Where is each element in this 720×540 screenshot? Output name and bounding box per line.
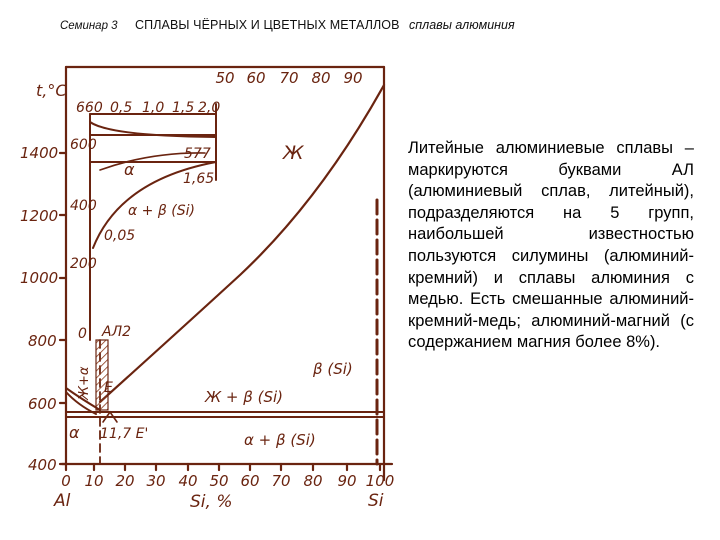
x-tick-label: 0 bbox=[61, 472, 71, 490]
inset-point-577: 577 bbox=[184, 146, 211, 162]
x-tick-label: 30 bbox=[146, 472, 166, 490]
x-tick-label: 80 bbox=[303, 472, 323, 490]
phase-liquid-alpha: Ж+α bbox=[77, 366, 92, 400]
x-tick-label: 20 bbox=[115, 472, 135, 490]
x-left-element: Al bbox=[54, 491, 71, 511]
inset-alpha-beta: α + β (Si) bbox=[128, 203, 195, 219]
inset-point-165: 1,65 bbox=[183, 171, 215, 187]
top-tick-label: 60 bbox=[246, 69, 266, 87]
y-tick-label: 400 bbox=[28, 456, 57, 474]
x-tick-label: 10 bbox=[84, 472, 104, 490]
phase-liquid-beta: Ж + β (Si) bbox=[205, 388, 283, 406]
inset-temp-label: 400 bbox=[70, 198, 97, 214]
inset-x-tick: 0,5 bbox=[110, 100, 133, 116]
y-tick-label: 1200 bbox=[20, 207, 59, 225]
inset-temp-label: 0 bbox=[78, 326, 87, 342]
phase-beta: β (Si) bbox=[313, 360, 353, 378]
x-tick-label: 100 bbox=[365, 472, 395, 490]
description-text: Литейные алюминиевые сплавы – маркируются буквами АЛ (алюминиевый сплав, литейный), подразделяются на 5 групп, наибольшей известностью пользуются силумины (алюминий-кремний) и сплавы алюминия с медью. Есть смешанные алюминий-кремний-медь; алюминий-магний (с содержанием магния более 8%). bbox=[408, 139, 694, 352]
x-axis-label: Si, % bbox=[190, 492, 233, 512]
slide-header bbox=[60, 18, 700, 32]
y-tick-label: 1000 bbox=[20, 269, 59, 287]
inset-temp-label: 200 bbox=[70, 256, 97, 272]
x-tick-label: 50 bbox=[209, 472, 229, 490]
top-tick-label: 70 bbox=[279, 69, 299, 87]
slide-title: СПЛАВЫ ЧЁРНЫХ И ЦВЕТНЫХ МЕТАЛЛОВ bbox=[135, 18, 400, 32]
eutectic-label: 11,7 E' bbox=[100, 426, 149, 442]
inset-temp-label: 660 bbox=[76, 100, 103, 116]
top-tick-label: 80 bbox=[311, 69, 331, 87]
x-tick-label: 90 bbox=[337, 472, 357, 490]
slide-subtitle: сплавы алюминия bbox=[409, 18, 515, 32]
phase-alpha-beta: α + β (Si) bbox=[244, 431, 316, 449]
y-tick-label: 800 bbox=[28, 332, 57, 350]
x-right-element: Si bbox=[368, 491, 384, 511]
liquidus-curve bbox=[100, 85, 384, 402]
top-tick-label: 50 bbox=[215, 69, 235, 87]
inset-point-005: 0,05 bbox=[104, 228, 136, 244]
phase-liquid: Ж bbox=[283, 142, 304, 164]
x-tick-label: 70 bbox=[271, 472, 291, 490]
x-tick-label: 40 bbox=[178, 472, 198, 490]
inset-x-tick: 2,0 bbox=[198, 100, 221, 116]
y-tick-label: 600 bbox=[28, 395, 57, 413]
al2-hatch bbox=[96, 340, 108, 410]
inset-x-tick: 1,0 bbox=[142, 100, 165, 116]
phase-alpha: α bbox=[69, 423, 80, 442]
top-tick-label: 90 bbox=[343, 69, 363, 87]
inset-temp-label: 600 bbox=[70, 137, 97, 153]
x-tick-label: 60 bbox=[240, 472, 260, 490]
y-axis-label: t,°C bbox=[36, 81, 67, 100]
y-tick-label: 1400 bbox=[20, 144, 59, 162]
seminar-label: Семинар 3 bbox=[60, 20, 118, 32]
al2-label: АЛ2 bbox=[102, 324, 132, 340]
inset-x-tick: 1,5 bbox=[172, 100, 195, 116]
inset-alpha: α bbox=[124, 160, 135, 179]
e-label: E bbox=[104, 380, 113, 396]
al-si-phase-diagram bbox=[0, 40, 400, 540]
